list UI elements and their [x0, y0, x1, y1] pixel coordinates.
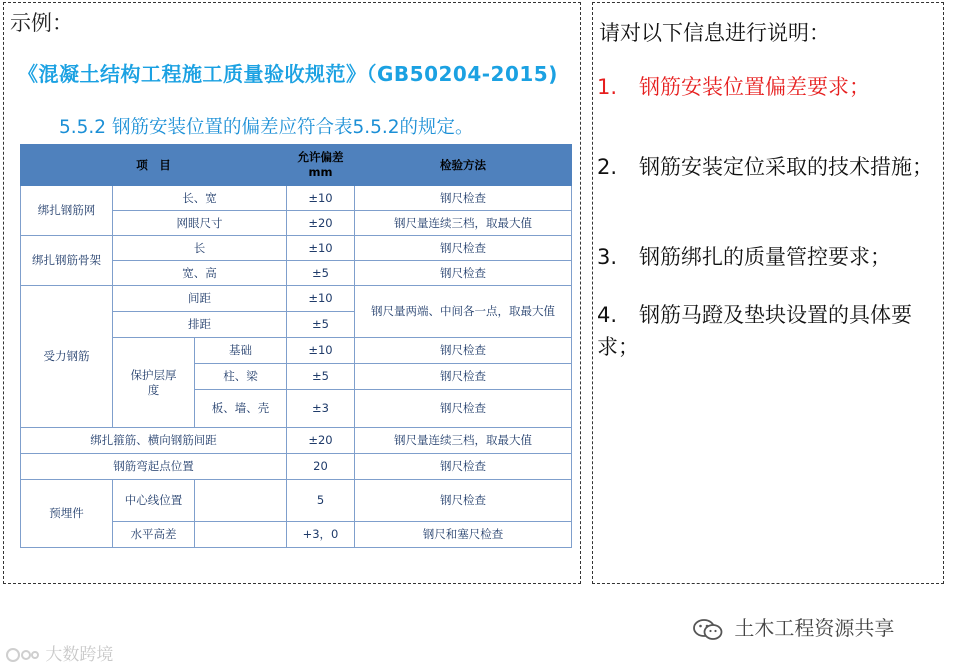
method-cell: 钢尺检查 — [355, 364, 572, 390]
question-item-3 — [597, 241, 937, 273]
header-method: 检验方法 — [355, 145, 572, 186]
blank-cell — [195, 522, 287, 548]
group-cell: 绑扎钢筋骨架 — [21, 236, 113, 286]
table-row — [21, 480, 572, 522]
item-cell: 钢筋弯起点位置 — [21, 454, 287, 480]
item-text: 钢筋马蹬及垫块设置的具体要求； — [597, 303, 912, 359]
method-cell: 钢尺检查 — [355, 261, 572, 286]
method-cell: 钢尺量连续三档，取最大值 — [355, 428, 572, 454]
item-text: 钢筋安装位置偏差要求； — [639, 75, 870, 99]
tolerance-cell: 20 — [287, 454, 355, 480]
tolerance-cell: ±5 — [287, 261, 355, 286]
group-cell: 受力钢筋 — [21, 286, 113, 428]
watermark-left — [6, 640, 113, 665]
question-item-2 — [597, 151, 937, 183]
item-text: 钢筋绑扎的质量管控要求； — [639, 245, 891, 269]
brand-logo-icon — [6, 646, 40, 664]
method-cell: 钢尺量连续三档，取最大值 — [355, 211, 572, 236]
method-cell: 钢尺检查 — [355, 236, 572, 261]
item-cell: 排距 — [113, 312, 287, 338]
table-row — [21, 236, 572, 261]
item-cell: 中心线位置 — [113, 480, 195, 522]
method-cell: 钢尺检查 — [355, 454, 572, 480]
tolerance-cell: ±20 — [287, 211, 355, 236]
wechat-icon — [692, 617, 724, 643]
item-cell: 水平高差 — [113, 522, 195, 548]
standard-title: 《混凝土结构工程施工质量验收规范》（GB50204-2015) — [18, 62, 558, 86]
watermark-right — [692, 612, 894, 643]
table-row — [21, 186, 572, 211]
header-item: 项 目 — [21, 145, 287, 186]
item-number: 1. — [597, 75, 618, 99]
tolerance-cell: ±10 — [287, 186, 355, 211]
item-number: 4. — [597, 303, 618, 327]
item-cell: 绑扎箍筋、横向钢筋间距 — [21, 428, 287, 454]
method-cell: 钢尺量两端、中间各一点，取最大值 — [355, 286, 572, 338]
table-row — [21, 454, 572, 480]
question-item-1 — [597, 71, 937, 103]
clause-subtitle: 5.5.2 钢筋安装位置的偏差应符合表5.5.2的规定。 — [59, 117, 474, 138]
item-cell: 长 — [113, 236, 287, 261]
table-row — [21, 286, 572, 312]
group-cell: 绑扎钢筋网 — [21, 186, 113, 236]
tolerance-cell: ±5 — [287, 364, 355, 390]
example-label: 示例： — [10, 11, 73, 35]
item-number: 3. — [597, 245, 618, 269]
item-text: 钢筋安装定位采取的技术措施； — [639, 155, 933, 179]
method-cell: 钢尺检查 — [355, 390, 572, 428]
question-panel — [592, 2, 944, 584]
tolerance-table — [20, 144, 572, 548]
item-cell: 间距 — [113, 286, 287, 312]
method-cell: 钢尺检查 — [355, 186, 572, 211]
method-cell: 钢尺和塞尺检查 — [355, 522, 572, 548]
tolerance-cell: ±3 — [287, 390, 355, 428]
table-header-row — [21, 145, 572, 186]
method-cell: 钢尺检查 — [355, 338, 572, 364]
item-cell: 长、宽 — [113, 186, 287, 211]
table-row — [21, 428, 572, 454]
tolerance-cell: ±10 — [287, 286, 355, 312]
group-cell: 预埋件 — [21, 480, 113, 548]
tolerance-cell: ±5 — [287, 312, 355, 338]
subgroup-cell: 保护层厚度 — [113, 338, 195, 428]
item-cell: 基础 — [195, 338, 287, 364]
item-cell: 板、墙、壳 — [195, 390, 287, 428]
item-cell: 柱、梁 — [195, 364, 287, 390]
item-cell: 宽、高 — [113, 261, 287, 286]
question-item-4 — [597, 299, 937, 363]
tolerance-cell: ±10 — [287, 338, 355, 364]
item-number: 2. — [597, 155, 618, 179]
question-prompt: 请对以下信息进行说明： — [599, 21, 830, 45]
item-cell: 网眼尺寸 — [113, 211, 287, 236]
watermark-left-text: 大数跨境 — [45, 645, 114, 665]
blank-cell — [195, 480, 287, 522]
header-tolerance: 允许偏差mm — [287, 145, 355, 186]
tolerance-cell: ±20 — [287, 428, 355, 454]
watermark-right-text: 土木工程资源共享 — [734, 616, 895, 640]
tolerance-cell: 5 — [287, 480, 355, 522]
tolerance-cell: ±10 — [287, 236, 355, 261]
method-cell: 钢尺检查 — [355, 480, 572, 522]
tolerance-cell: +3，0 — [287, 522, 355, 548]
